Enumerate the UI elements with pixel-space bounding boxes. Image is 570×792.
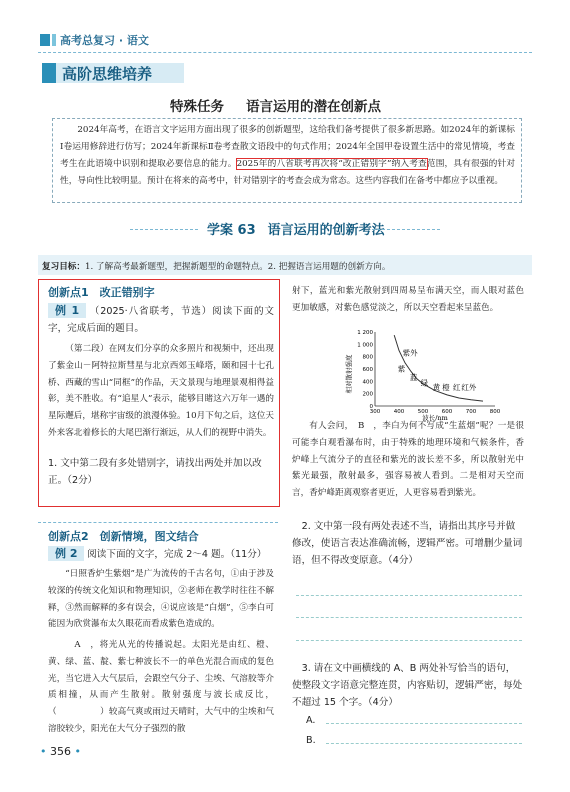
chart-y-tick-label: 200 (362, 391, 373, 398)
point1-question: 1. 文中第二段有多处错别字，请找出两处并加以改正。（2分） (48, 458, 262, 486)
chart-annotation: 黄 (432, 382, 441, 392)
answer-line[interactable] (296, 617, 522, 618)
question-2: 2. 文中第一段有两处表述不当，请指出其序号并做修改，使语言表达准确流畅，逻辑严密。可增删少量词语，但不得改变原意。（4分） (292, 521, 523, 566)
answer-line[interactable] (296, 640, 522, 641)
intro-text (60, 122, 515, 190)
goal-label: 复习目标： (42, 262, 85, 272)
answer-b-label: B. (306, 735, 316, 746)
case-title (207, 219, 397, 238)
chart-y-tick-label: 1 000 (357, 342, 373, 349)
chart-y-tick-label: 400 (362, 379, 373, 386)
intro-highlight: 2025年的八省联考再次将“改正错别字”纳入考查 (236, 159, 427, 169)
chart-xlabel: 波长/nm (422, 414, 448, 422)
point2-divider (38, 522, 278, 523)
case-divider-left (130, 229, 198, 230)
answer-b-line[interactable] (326, 743, 522, 744)
chart-annotation: 绿 (420, 378, 429, 388)
footer-dot-right: • (74, 745, 81, 758)
task-heading (170, 95, 403, 115)
chart-y-tick-label: 800 (362, 354, 373, 361)
answer-line[interactable] (296, 595, 522, 596)
point2-title: 创新点2 创新情境，图文结合 (48, 530, 199, 543)
task-label: 特殊任务 (170, 99, 224, 115)
chart-y-tick-label: 0 (369, 404, 373, 410)
task-title: 语言运用的潜在创新点 (246, 99, 381, 115)
point2-example (48, 546, 274, 564)
right-para-top: 射下，蓝光和紫光散射到四周易呈布满天空，而人眼对蓝色更加敏感，对紫色感觉淡之，所以天空看起来呈蓝色。 (292, 286, 524, 313)
intro-part1: 2024年高考，在语言文字运用方面出现了很多的创新题型，这给我们备考提供了很多新思路。如2024年的新课标Ⅰ卷运用修辞进行仿写；2024年新课标Ⅱ卷考查散文语段中的句式作用；2024年全国甲卷设置生活中的常见情境，考查考生在此语境中识别和提取必要信息的能力。 (60, 125, 515, 169)
point2-para2: A ，将光从光的传播说起。太阳光是由红、橙、黄、绿、蓝、靛、紫七种波长不一的单色光混合而成的复色光，当它进入大气层后，会跟空气分子、尘埃、气溶胶等介质相撞，从而产生散射。散射强度与波长成反比，（ ）较高气爽或雨过天晴时，大气中的尘埃和气溶胶较少，阳光在大气分子强烈的散 (48, 640, 274, 734)
chart-x-tick-label: 500 (417, 409, 429, 415)
goal-content: 1. 了解高考最新题型，把握新题型的命题特点。2. 把握语言运用题的创新方向。 (84, 262, 391, 272)
chart-annotation: 蓝 (409, 373, 418, 383)
chart-y-tick-label: 1 200 (357, 330, 373, 336)
chart-x-tick-label: 600 (441, 409, 453, 415)
footer-dot-left: • (40, 745, 47, 758)
chart-x-tick-label: 300 (369, 409, 381, 415)
goal-text (42, 260, 390, 272)
right-para-mid: 有人会问， B ，李白为何不写成“生蓝烟”呢？一是很可能李白观看瀑布时，由于特殊的地理环境和气候条件，香炉峰上气流分子的直径和紫光的波长差不多，所以散射光中紫光最强，散射最多，强容易被人看到。二是相对天空而言，香炉峰距离观察者更近，人更容易看到紫光。 (292, 421, 524, 499)
scattering-chart (345, 326, 505, 422)
chart-x-tick-label: 400 (393, 409, 405, 415)
chart-y-tick-label: 600 (362, 367, 373, 373)
chart-annotation: 紫 (397, 364, 406, 374)
answer-a-line[interactable] (326, 723, 522, 724)
case-name: 语言运用的创新考法 (267, 223, 385, 238)
header-divider (38, 52, 532, 53)
header-bar-accent (52, 34, 56, 46)
point1-example (48, 303, 274, 338)
example1-text: （2025·八省联考，节选）阅读下面的文字，完成后面的题目。 (48, 306, 275, 334)
intro-part2: 范围，具有很强的针对性，导向性比较明显。预计在将来的高考中，针对错别字的考查会成为常态。这些内容我们在备考中都应予以重视。 (60, 159, 516, 186)
question-3: 3. 请在文中画横线的 A、B 两处补写恰当的语句，使整段文字语意完整连贯，内容贴切，逻辑严密，每处不超过 15 个字。（4分） (292, 663, 523, 708)
case-number: 学案 63 (207, 223, 256, 238)
example1-label: 例 1 (48, 303, 86, 318)
chart-x-tick-label: 700 (465, 409, 477, 415)
section-title: 高阶思维培养 (62, 65, 153, 83)
page-footer (40, 745, 81, 758)
chart-annotation: 紫外 (402, 348, 418, 358)
header-bar-icon (40, 34, 50, 46)
point1-passage: （第二段）在网友们分享的众多照片和视频中，还出现了紫金山－阿特拉斯彗星与北京西郊玉峰塔，颐和园十七孔桥、西藏的雪山“同框”的作品，天文景现与地理景观相得益彰，美不胜收。有“追星人”表示，能够目睹这六万年一遇的星际邂后，堪称宇宙级的浪漫体验。10月下旬之后，这位天外来客北着修长的大尾巴渐行渐远，从人们的视野中消失。 (48, 344, 274, 438)
answer-a-label: A. (306, 715, 316, 726)
chart-annotation: 红外 (461, 382, 477, 392)
page-number: 356 (50, 745, 71, 758)
chart-x-tick-label: 800 (489, 409, 501, 415)
chart-ylabel: 相对散射强度 (345, 354, 353, 394)
case-divider-right (372, 229, 440, 230)
point1-title: 创新点1 改正错别字 (48, 286, 155, 299)
example2-label: 例 2 (48, 546, 84, 561)
example2-text: 阅读下面的文字，完成 2～4 题。（11分） (87, 549, 267, 560)
point2-para1: “日照香炉生紫烟”是广为流传的千古名句，①由于涉及较深的传统文化知识和物理知识，②老师在教学时往往不解释，③然而解释的多有误会，④说应该是“白烟”，⑤李白可能因为欣赏瀑布太久眼花而看成紫色造成的。 (48, 569, 274, 630)
chart-annotation: 红 (453, 382, 461, 392)
chart-annotation: 橙 (442, 382, 450, 392)
header-text: 高考总复习 · 语文 (60, 34, 149, 47)
